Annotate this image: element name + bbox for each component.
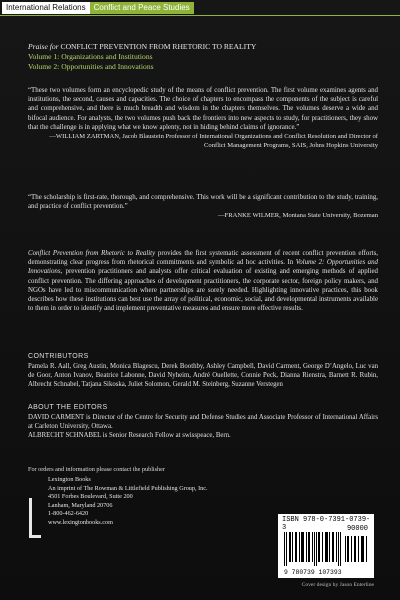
publisher-name: Lexington Books: [48, 476, 91, 483]
barcode-digits: 9 780739 107393: [284, 569, 342, 576]
contributors-title: CONTRIBUTORS: [28, 353, 89, 360]
book-description: [28, 249, 378, 313]
contributors-list: Pamela R. Aall, Greg Austin, Monica Blagescu, Derek Boothby, Ashley Campbell, David Carment, George D’Angelo, Luc van de Goor, Anton Ivanov, Beatrice Labonne, David Nyheim, André Ouellette, Connie Peck, Dianna Rienstra, Barnett R. Rubin, Albrecht Schnabel, Tatjana Sikoska, Juliet Solomon, Gerald M. Steinberg, Suzanne Verstegen: [28, 363, 378, 389]
category-tags: [2, 2, 194, 14]
volume-2: Volume 2: Opportunities and Innovations: [28, 62, 154, 71]
desc-volume-title: Volume 2: Opportunities and Innovations: [28, 259, 379, 276]
publisher-info: [48, 476, 248, 528]
cover-credit: Cover design by Jason Enterline: [301, 582, 374, 588]
tag-rule: [0, 15, 400, 16]
price-code: 90000: [346, 525, 368, 533]
editors-section: [28, 404, 378, 440]
desc-part-2: , prevention practitioners and analysts offer critical evaluation of existing and emerging methods of applied conflict prevention. The differing approaches of development practitioners, the corporate sector, foreign policy makers, and NGOs have led to miscommunication where partnerships are sorely needed. Highlighting innovative practices, this book describes how these institutions can best use the array of political, economic, social, and developmental instruments available to them in order to identify and implement preventative measures and ensure more effective results.: [28, 268, 378, 313]
desc-part-1: provides the first systematic assessment of recent conflict prevention efforts, demonstrating clear progress from rhetorical commitments and symbolic ad hoc activities. In: [28, 250, 378, 267]
quote-wilmer-attrib: —FRANKE WILMER, Montana State University, Bozeman: [217, 212, 378, 220]
quote-wilmer: [28, 193, 378, 220]
volume-1: Volume 1: Organizations and Institutions: [28, 52, 153, 61]
quote-zartman: [28, 86, 378, 150]
isbn-text: ISBN 978-0-7391-0739-3: [282, 516, 371, 532]
contributors-section: [28, 353, 378, 389]
editors-title: ABOUT THE EDITORS: [28, 404, 108, 411]
praise-prefix: Praise for: [28, 42, 59, 51]
orders-note: For orders and information please contact the publisher: [28, 466, 165, 473]
quote-zartman-attrib: —WILLIAM ZARTMAN, Jacob Blaustein Professor of International Organizations and Conflict Resolution and Director of Conflict Management Programs, SAIS, Johns Hopkins University: [49, 133, 378, 150]
barcode-bars-icon: [282, 532, 370, 566]
publisher-phone: 1-800-462-6420: [48, 510, 89, 518]
book-title: CONFLICT PREVENTION FROM RHETORIC TO REALITY: [60, 42, 257, 51]
tag-conflict-peace-studies: Conflict and Peace Studies: [90, 2, 194, 14]
lexington-logo-icon: [28, 498, 42, 538]
publisher-city: Lanham, Maryland 20706: [48, 501, 113, 509]
publisher-web: www.lexingtonbooks.com: [48, 518, 113, 526]
publisher-address: 4501 Forbes Boulevard, Suite 200: [48, 493, 133, 501]
quote-zartman-text: “These two volumes form an encyclopedic study of the means of conflict prevention. The first volume examines agents and institutions, the second, causes and capacities. The choice of chapters to encompass the components of the subject is careful and comprehensive, and there is much breadth and wisdom in the chapters themselves. The volumes deserve a wide and bifocal audience. For analysts, the two volumes push back the frontiers into new aspects to study, for practitioners, they show that the challenge is in applying what we know aplenty, not in hiding behind claims of ignorance.”: [28, 87, 378, 131]
publisher-imprint: An imprint of The Rowman & Littlefield Publishing Group, Inc.: [48, 484, 208, 492]
desc-title: Conflict Prevention from Rhetoric to Reality: [28, 250, 156, 257]
praise-header: [28, 42, 378, 72]
tag-international-relations: International Relations: [2, 2, 90, 14]
quote-wilmer-text: “The scholarship is first-rate, thorough, and comprehensive. This work will be a significant contribution to the study, training, and practice of conflict prevention.”: [28, 194, 378, 211]
editor-schnabel: ALBRECHT SCHNABEL is Senior Research Fellow at swisspeace, Bern.: [28, 432, 231, 440]
isbn-barcode: [278, 514, 374, 578]
editor-carment: DAVID CARMENT is Director of the Centre for Security and Defense Studies and Associate Professor of International Affairs at Carleton University, Ottawa.: [28, 414, 378, 431]
